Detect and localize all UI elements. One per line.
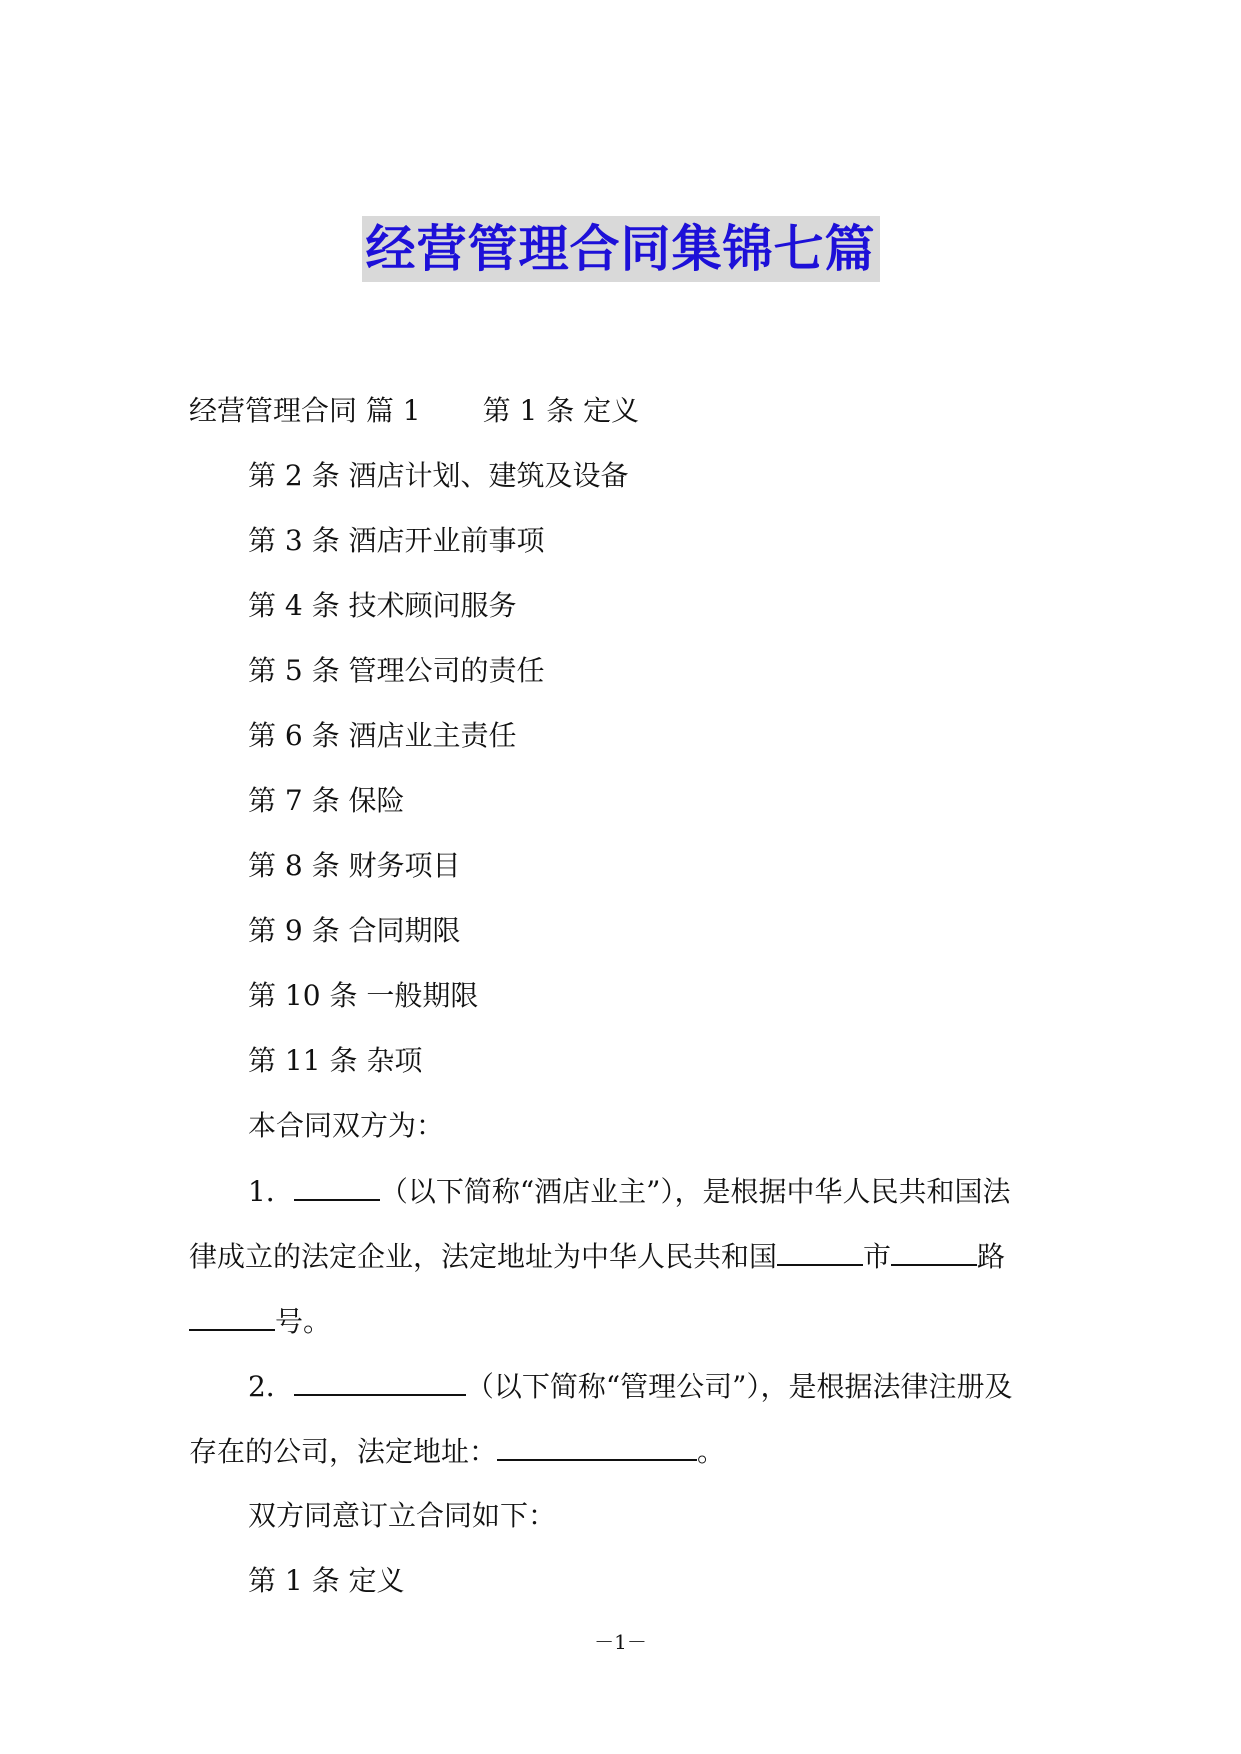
party1-line3 <box>189 1301 331 1342</box>
party1-number-suffix: 号。 <box>275 1305 332 1338</box>
document-title: 经营管理合同集锦七篇 <box>362 216 880 282</box>
blank-field <box>294 1171 380 1201</box>
toc-item: 第 9 条 合同期限 <box>248 914 461 947</box>
party2-text: （以下简称“管理公司”），是根据法律注册及 <box>465 1370 1013 1403</box>
blank-field <box>189 1301 275 1331</box>
toc-item: 第 11 条 杂项 <box>248 1044 423 1077</box>
toc-item: 第 2 条 酒店计划、建筑及设备 <box>248 459 629 492</box>
toc-item: 第 7 条 保险 <box>248 784 405 817</box>
article-1-heading: 第 1 条 定义 <box>248 1564 405 1597</box>
toc-item: 第 6 条 酒店业主责任 <box>248 719 517 752</box>
blank-field <box>294 1366 466 1396</box>
party1-number: 1． <box>248 1175 294 1208</box>
blank-field <box>497 1431 697 1461</box>
toc-item: 第 5 条 管理公司的责任 <box>248 654 545 687</box>
party1-line2 <box>189 1236 1005 1277</box>
party1-city: 市 <box>863 1240 892 1273</box>
party2-address-text: 存在的公司，法定地址： <box>189 1435 498 1468</box>
toc-item: 第 8 条 财务项目 <box>248 849 461 882</box>
toc-article-1: 第 1 条 定义 <box>482 394 640 427</box>
party1-line1 <box>248 1171 1010 1212</box>
toc-first-line <box>189 391 639 431</box>
toc-item: 第 10 条 一般期限 <box>248 979 479 1012</box>
party2-line1 <box>248 1366 1012 1407</box>
party1-text: （以下简称“酒店业主”），是根据中华人民共和国法 <box>379 1175 1011 1208</box>
party2-line2 <box>189 1431 725 1472</box>
party1-address-text: 律成立的法定企业，法定地址为中华人民共和国 <box>189 1240 778 1273</box>
toc-part-label: 经营管理合同 篇 1 <box>189 394 421 427</box>
blank-field <box>891 1236 977 1266</box>
party1-road: 路 <box>977 1240 1006 1273</box>
party2-number: 2． <box>248 1370 294 1403</box>
blank-field <box>777 1236 863 1266</box>
parties-intro: 本合同双方为： <box>248 1109 445 1142</box>
agreement-statement: 双方同意订立合同如下： <box>248 1499 557 1532</box>
title-block <box>0 216 1241 282</box>
toc-item: 第 3 条 酒店开业前事项 <box>248 524 545 557</box>
party2-end: 。 <box>697 1435 726 1468</box>
page-number: －1－ <box>594 1630 647 1654</box>
toc-item: 第 4 条 技术顾问服务 <box>248 589 517 622</box>
